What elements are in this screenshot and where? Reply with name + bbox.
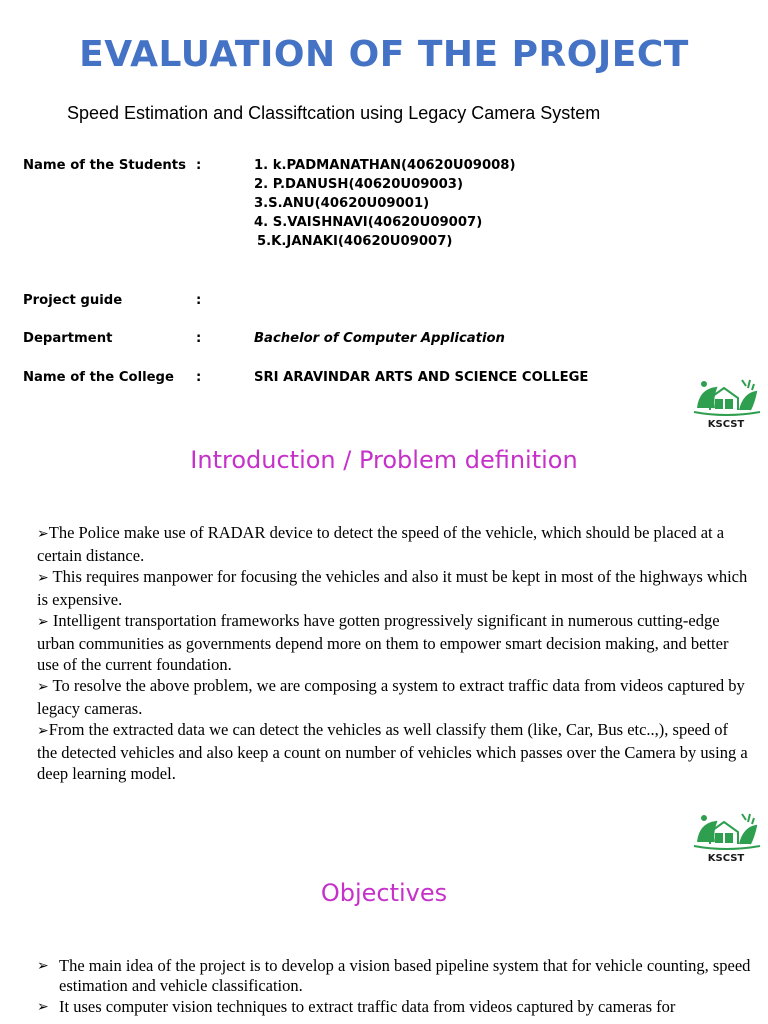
list-item bbox=[37, 997, 757, 1017]
kscst-logo bbox=[690, 376, 762, 430]
list-item bbox=[37, 522, 749, 566]
students-colon: : bbox=[196, 158, 202, 173]
student-name: 4. S.VAISHNAVI(40620U09007) bbox=[254, 215, 483, 230]
list-item bbox=[37, 675, 749, 719]
introduction-point: To resolve the above problem, we are composing a system to extract traffic data from videos captured by legacy cameras. bbox=[37, 676, 745, 718]
list-item bbox=[37, 719, 749, 784]
list-item bbox=[37, 956, 757, 996]
guide-label: Project guide bbox=[23, 293, 123, 308]
arrow-bullet-icon: ➢ bbox=[37, 999, 49, 1015]
kscst-logo bbox=[690, 810, 762, 864]
objective-point: The main idea of the project is to develop a vision based pipeline system that for vehicle counting, speed estimation and vehicle classification. bbox=[59, 956, 751, 995]
student-name: 3.S.ANU(40620U09001) bbox=[254, 196, 430, 211]
objectives-list bbox=[37, 956, 757, 1018]
project-subtitle: Speed Estimation and Classiftcation using Legacy Camera System bbox=[67, 103, 601, 123]
page-title: EVALUATION OF THE PROJECT bbox=[79, 34, 689, 75]
student-name: 5.K.JANAKI(40620U09007) bbox=[257, 234, 453, 249]
college-colon: : bbox=[196, 370, 202, 385]
introduction-point: From the extracted data we can detect the vehicles as well classify them (like, Car, Bus etc..,), speed of the detected vehicles and also keep a count on number of vehicles which passes over the Camera by using a deep learning model. bbox=[37, 720, 748, 783]
kscst-logo-text: KSCST bbox=[707, 853, 745, 864]
student-name: 1. k.PADMANATHAN(40620U09008) bbox=[254, 158, 516, 173]
introduction-heading: Introduction / Problem definition bbox=[190, 446, 578, 474]
guide-colon: : bbox=[196, 293, 202, 308]
kscst-logo-text: KSCST bbox=[707, 419, 745, 430]
student-name: 2. P.DANUSH(40620U09003) bbox=[254, 177, 463, 192]
arrow-bullet-icon: ➢ bbox=[37, 570, 49, 586]
department-label: Department bbox=[23, 331, 113, 346]
arrow-bullet-icon: ➢ bbox=[37, 958, 49, 974]
list-item bbox=[37, 610, 749, 675]
department-colon: : bbox=[196, 331, 202, 346]
objectives-heading: Objectives bbox=[320, 879, 448, 907]
department-value: Bachelor of Computer Application bbox=[254, 331, 505, 346]
objective-point: It uses computer vision techniques to extract traffic data from videos captured by cameras for bbox=[59, 997, 676, 1016]
introduction-point: The Police make use of RADAR device to detect the speed of the vehicle, which should be placed at a certain distance. bbox=[37, 523, 725, 565]
college-value: SRI ARAVINDAR ARTS AND SCIENCE COLLEGE bbox=[254, 370, 589, 385]
students-label: Name of the Students bbox=[23, 158, 186, 173]
arrow-bullet-icon: ➢ bbox=[37, 723, 49, 739]
arrow-bullet-icon: ➢ bbox=[37, 679, 49, 695]
arrow-bullet-icon: ➢ bbox=[37, 614, 49, 630]
list-item bbox=[37, 566, 749, 610]
arrow-bullet-icon: ➢ bbox=[37, 526, 49, 542]
introduction-point: Intelligent transportation frameworks have gotten progressively significant in numerous cutting-edge urban communities as governments depend more on them to empower smart decision making, and better use of the current foundation. bbox=[37, 611, 729, 674]
introduction-point: This requires manpower for focusing the vehicles and also it must be kept in most of the highways which is expensive. bbox=[37, 567, 748, 609]
college-label: Name of the College bbox=[23, 370, 174, 385]
introduction-list bbox=[37, 522, 749, 784]
